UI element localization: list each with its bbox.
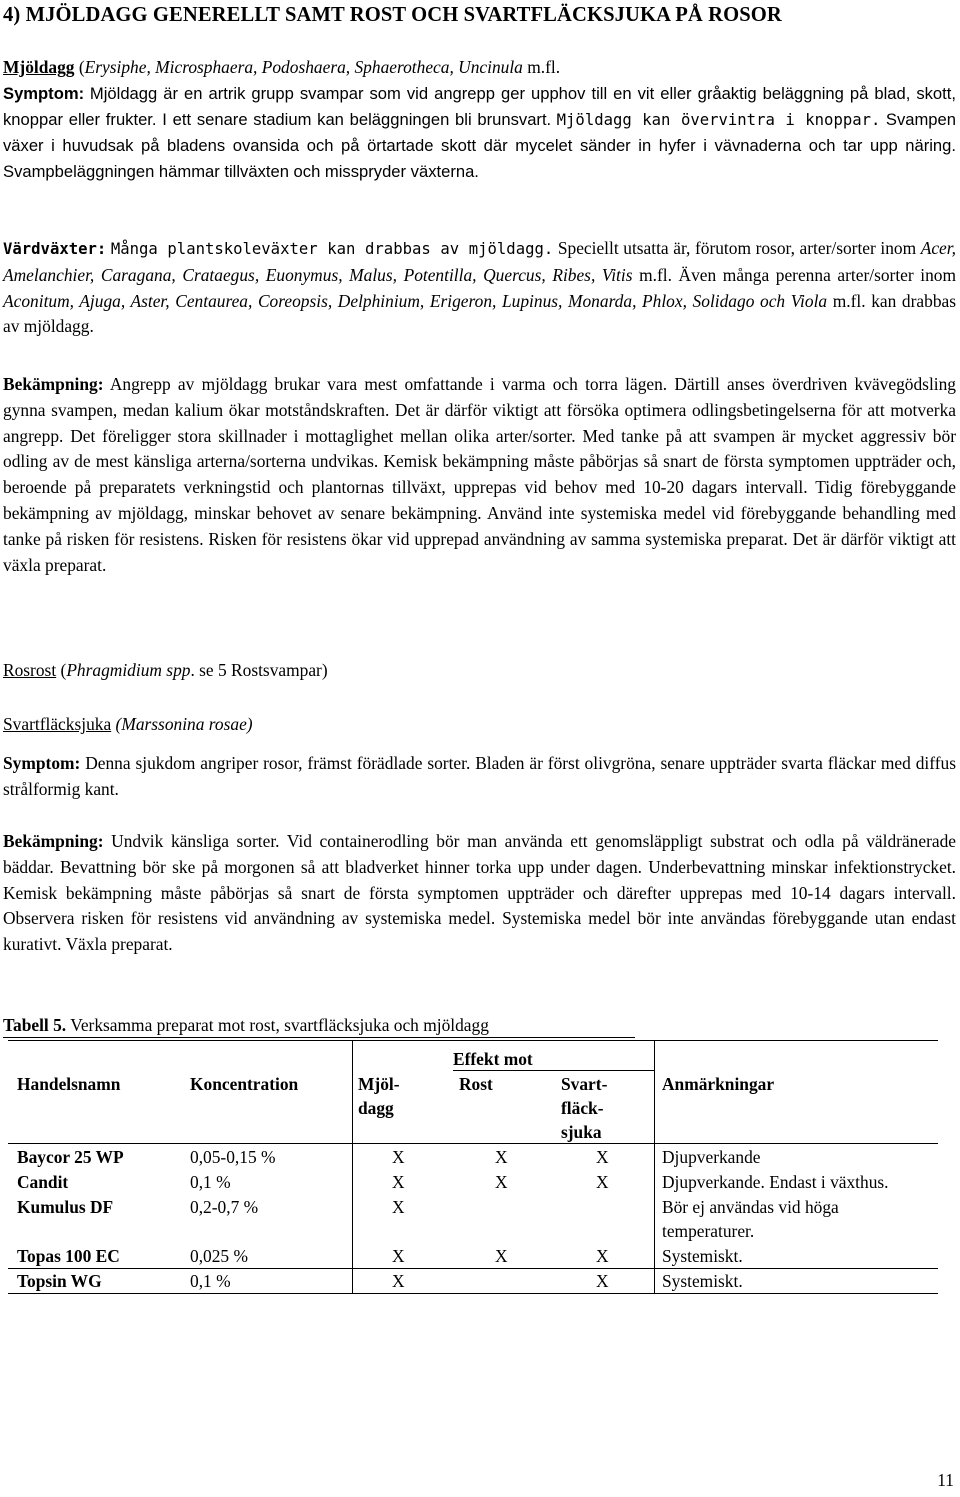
svartflacksjuka-section (3, 712, 956, 738)
table-row-name: Baycor 25 WP (17, 1147, 124, 1167)
host-plants-section (3, 236, 956, 340)
table-row-mjol: X (392, 1172, 405, 1192)
control-section (3, 372, 956, 578)
header-svartflacksjuka: Svart- fläck- sjuka (561, 1074, 608, 1142)
table-row-conc: 0,1 % (190, 1172, 231, 1192)
mjoldagg-section: Mjöldagg (Erysiphe, Microsphaera, Podoshaera, Sphaerotheca, Uncinula m.fl. Symptom: Mjöldagg är en artrik grupp svampar som vid angrepp ger upphov till en vit eller gråaktig beläggning på blad, skott, knoppar eller frukter. I ett senare stadium kan beläggningen bli brunsvart. Mjöldagg kan övervintra i knoppar. Svampen växer i huvudsak på bladens ovansida och på örtartade skott där mycelet sänder in hyfer i vävnaderna och tar upp näring. Svampbeläggningen hämmar tillväxten och misspryder växterna. (3, 57, 956, 182)
header-mjoldagg: Mjöl- dagg (358, 1074, 400, 1118)
blackspot-control-text: Undvik känsliga sorter. Vid containerodling bör man använda ett genomsläppligt substrat och odla på väldränerade bäddar. Bevattning bör ske på morgonen så att bladverket hinner torka upp under dagen. Underbevattning minskar infektionstrycket. Kemisk bekämpning måste påbörjas så snart de första symptomen uppträder och därefter upprepas med 10-14 dagars intervall. Observera risken för resistens vid användning av systemiska medel. Systemiska medel bör inte användas förebyggande utan endast kurativt. Växla preparat. (3, 831, 956, 955)
table-row-anm: Djupverkande (662, 1147, 761, 1167)
table-vline-2 (654, 1040, 655, 1293)
table-row-name: Topsin WG (17, 1271, 102, 1291)
table-row-divider (8, 1268, 938, 1269)
header-rost: Rost (459, 1074, 493, 1094)
blackspot-symptom-section (3, 751, 956, 803)
mjoldagg-latin: Erysiphe, Microsphaera, Podoshaera, Sphaerotheca, Uncinula (84, 57, 523, 77)
table-row-svart: X (596, 1172, 609, 1192)
table-row-anm: Systemiskt. (662, 1271, 743, 1291)
svartflacksjuka-heading: Svartfläcksjuka (3, 714, 112, 734)
table-row-conc: 0,1 % (190, 1271, 231, 1291)
mjoldagg-heading: Mjöldagg (3, 57, 75, 77)
symptom-label: Symptom: (3, 83, 85, 103)
control-text: Angrepp av mjöldagg brukar vara mest omfattande i varma och torra lägen. Därtill anses överdriven kvävegödsling gynna svampen, medan kalium ökar motståndskraften. Det är därför viktigt att försöka optimera odlingsbetingelserna för att motverka angrepp. Det föreligger stora skillnader i mottaglighet mellan olika arter/sorter. Med tanke på att svampen är mycket aggressiv bör odling av de mest känsliga arterna/sorterna undvikas. Kemisk bekämpning måste påbörjas så snart de första symptomen uppträder och, beroende på preparatets verkningstid och plantornas tillväxt, upprepas vid behov med 10-20 dagars intervall. Tidig förebyggande bekämpning av mjöldagg, minskar behovet av senare bekämpning. Använd inte systemiska medel vid förebyggande behandling med tanke på risken för resistens. Risken för resistens ökar vid upprepad användning av samma systemiska preparat. Det är därför viktigt att växla preparat. (3, 374, 956, 575)
table-label: Tabell 5. (3, 1015, 67, 1035)
page-number: 11 (937, 1470, 954, 1490)
table-row-conc: 0,2-0,7 % (190, 1197, 259, 1217)
header-handelsnamn: Handelsnamn (17, 1074, 121, 1094)
table-rule-top (8, 1040, 938, 1041)
rosrost-open: ( (60, 660, 67, 680)
host-plants-latin-2: Aconitum, Ajuga, Aster, Centaurea, Coreopsis, Delphinium, Erigeron, Lupinus, Monarda, Phlox, Solidago och Viola (3, 290, 828, 311)
rosrost-heading: Rosrost (3, 660, 57, 680)
table-row-name: Topas 100 EC (17, 1246, 120, 1266)
host-plants-text-2: Speciellt utsatta är, förutom rosor, arter/sorter inom (557, 238, 917, 258)
host-plants-label: Värdväxter: (3, 240, 107, 258)
table-row-rost: X (495, 1172, 508, 1192)
mjoldagg-mfl: m.fl. (527, 57, 561, 77)
host-plants-latin-1: Acer, Amelanchier, Caragana, Crataegus, Euonymus, Malus, Potentilla, Quercus, Ribes, Vitis (3, 238, 956, 285)
blackspot-control-label: Bekämpning: (3, 831, 104, 851)
rosrost-reference: . se 5 Rostsvampar) (190, 660, 328, 680)
table-row-mjol: X (392, 1246, 405, 1266)
blackspot-control-section (3, 829, 956, 958)
table-row-conc: 0,025 % (190, 1246, 248, 1266)
blackspot-symptom-text: Denna sjukdom angriper rosor, främst förädlade sorter. Bladen är först olivgröna, senare uppträder svarta fläckar med diffus strålformig kant. (3, 753, 956, 799)
host-plants-text-4: m.fl. kan drabbas av mjöldagg. (3, 290, 957, 337)
symptom-text-2: Svampen växer i huvudsak på bladens ovansida och på örtartade skott där mycelet sänder in hyfer i vävnaderna och tar upp näring. Svampbeläggningen hämmar tillväxten och misspryder växterna. (3, 109, 956, 182)
overwinter-text: Mjöldagg kan övervintra i knoppar. (556, 110, 881, 129)
table-row-anm: Bör ej användas vid höga temperaturer. (662, 1197, 839, 1241)
table-row-conc: 0,05-0,15 % (190, 1147, 276, 1167)
table-row-svart: X (596, 1271, 609, 1291)
table-row-anm: Systemiskt. (662, 1246, 743, 1266)
header-anmarkningar: Anmärkningar (662, 1074, 775, 1094)
header-koncentration: Koncentration (190, 1074, 299, 1094)
host-plants-text-3: m.fl. Även många perenna arter/sorter inom (639, 264, 957, 285)
svartflacksjuka-latin: (Marssonina rosae) (115, 714, 253, 734)
caption-underline (3, 1037, 635, 1038)
table-caption-text: Verksamma preparat mot rost, svartfläcksjuka och mjöldagg (70, 1015, 489, 1035)
table-caption (3, 1015, 489, 1036)
table-row-svart: X (596, 1246, 609, 1266)
table-rule-bottom (8, 1293, 938, 1294)
control-label: Bekämpning: (3, 374, 104, 394)
blackspot-symptom-label: Symptom: (3, 753, 81, 773)
table-rule-header (8, 1143, 938, 1144)
table-row-rost: X (495, 1147, 508, 1167)
header-effekt-mot: Effekt mot (453, 1049, 533, 1069)
table-row-rost: X (495, 1246, 508, 1266)
rosrost-latin: Phragmidium spp (66, 660, 191, 680)
table-row-mjol: X (392, 1197, 405, 1217)
symptom-text: Mjöldagg är en artrik grupp svampar som vid angrepp ger upphov till en vit eller gråaktig beläggning på blad, skott, knoppar eller frukter. I ett senare stadium kan beläggningen bli brunsvart. (3, 83, 956, 129)
page-title: 4) MJÖLDAGG GENERELLT SAMT ROST OCH SVARTFLÄCKSJUKA PÅ ROSOR (3, 4, 782, 26)
table-row-mjol: X (392, 1147, 405, 1167)
table-vline-1 (352, 1040, 353, 1293)
table-row-svart: X (596, 1147, 609, 1167)
table-row-name: Kumulus DF (17, 1197, 114, 1217)
table-row-name: Candit (17, 1172, 69, 1192)
table-row-mjol: X (392, 1271, 405, 1291)
table-row-anm: Djupverkande. Endast i växthus. (662, 1172, 889, 1192)
host-plants-text-1: Många plantskoleväxter kan drabbas av mjöldagg. (110, 240, 554, 258)
rosrost-section (3, 658, 956, 684)
